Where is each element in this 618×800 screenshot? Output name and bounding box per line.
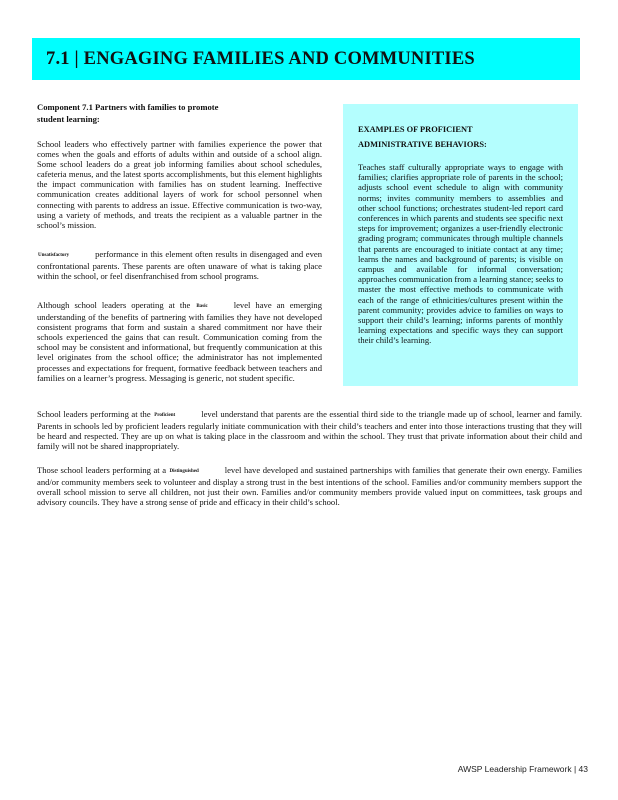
level-label-basic: Basic bbox=[196, 304, 208, 309]
sidebar-text: Teaches staff culturally appropriate ways to engage with families; clarifies appropriate role of parents in the school; adjusts school event schedule to align with community norms; invites community members to assemblies and other school functions; orchestrates student-led report card conferences in which parents and students see specific next steps for improvement; organizes a user-friendly electronic grading program; communicates through multiple channels that parents are encouraged to initiate contact at any time; learns the names and background of parents; is visible on campus and available for informal conversation; approaches communication from a learning stance; seeks to master the most effective methods to communicate with each of the range of ethnicities/cultures present within the parent community; provides advice to families on ways to support their child’s learning; informs parents of monthly learning expectations and specific ways they can support their child’s learning. bbox=[358, 162, 563, 346]
basic-intro: Although school leaders operating at the bbox=[37, 300, 191, 310]
proficient-intro: School leaders performing at the bbox=[37, 409, 151, 419]
unsatisfactory-paragraph bbox=[37, 249, 322, 281]
section-title: 7.1 | ENGAGING FAMILIES AND COMMUNITIES bbox=[46, 49, 475, 69]
unsatisfactory-text: performance in this element often results in disengaged and even confrontational parents. These parents are often unaware of what is taking place within the school, or feel disenfranchised from school programs. bbox=[37, 249, 322, 282]
basic-paragraph bbox=[37, 300, 322, 383]
basic-text: level have an emerging understanding of the benefits of partnering with families they have not developed consistent programs that form and sustain a shared commitment nor have their schools experienced the gains that can result. Communication coming from the school may be consistent and informational, but frequently communication at this level originates from the school office; the administrator has not implemented processes and expectations for frequent, formative feedback between teachers and families on a learner’s progress. Messaging is generic, not student specific. bbox=[37, 300, 323, 383]
distinguished-text: level have developed and sustained partnerships with families that generate their own energy. Families and/or community members seek to volunteer and display a strong trust in the best intentions of the school. Families and/or community members support the overall school mission to serve all children, not just their own. Families and/or community members provide valued input on committees, task groups and advisory councils. They have a strong sense of pride and efficacy in their child’s school. bbox=[37, 465, 582, 508]
distinguished-intro: Those school leaders performing at a bbox=[37, 465, 167, 475]
proficient-text: level understand that parents are the essential third side to the triangle made up of school, learner and family. Parents in schools led by proficient leaders regularly initiate communication with their child’s teachers and enter into those interactions trusting that they will be heard and respected. They are up on what is taking place in the classroom and within the school. They trust that private information about their child and family will not be shared inappropriately. bbox=[37, 409, 582, 452]
level-label-proficient: Proficient bbox=[154, 413, 176, 418]
page-footer: AWSP Leadership Framework | 43 bbox=[457, 764, 588, 774]
intro-paragraph: School leaders who effectively partner with families experience the power that comes when the goals and efforts of adults within and outside of a school align. Some school leaders do a great job informing families about school schedules, cafeteria menus, and the latest sports accomplishments, but this element highlights the impact communication with families has on student learning. Ineffective communication creates additional layers of work for school personnel when connecting with parents to address an issue. Effective communication is two-way, using a variety of methods, and treats the recipient as a valuable partner in the school’s mission. bbox=[37, 139, 322, 230]
sidebar-title: EXAMPLES OF PROFICIENT ADMINISTRATIVE BEHAVIORS: bbox=[358, 125, 487, 149]
examples-sidebar bbox=[343, 104, 578, 386]
component-heading: Component 7.1 Partners with families to promote student learning: bbox=[37, 102, 219, 124]
distinguished-paragraph bbox=[37, 465, 582, 507]
level-label-unsatisfactory: Unsatisfactory bbox=[38, 253, 70, 258]
proficient-paragraph bbox=[37, 409, 582, 451]
section-header-bar bbox=[32, 38, 580, 80]
level-label-distinguished: Distinguished bbox=[169, 469, 199, 474]
